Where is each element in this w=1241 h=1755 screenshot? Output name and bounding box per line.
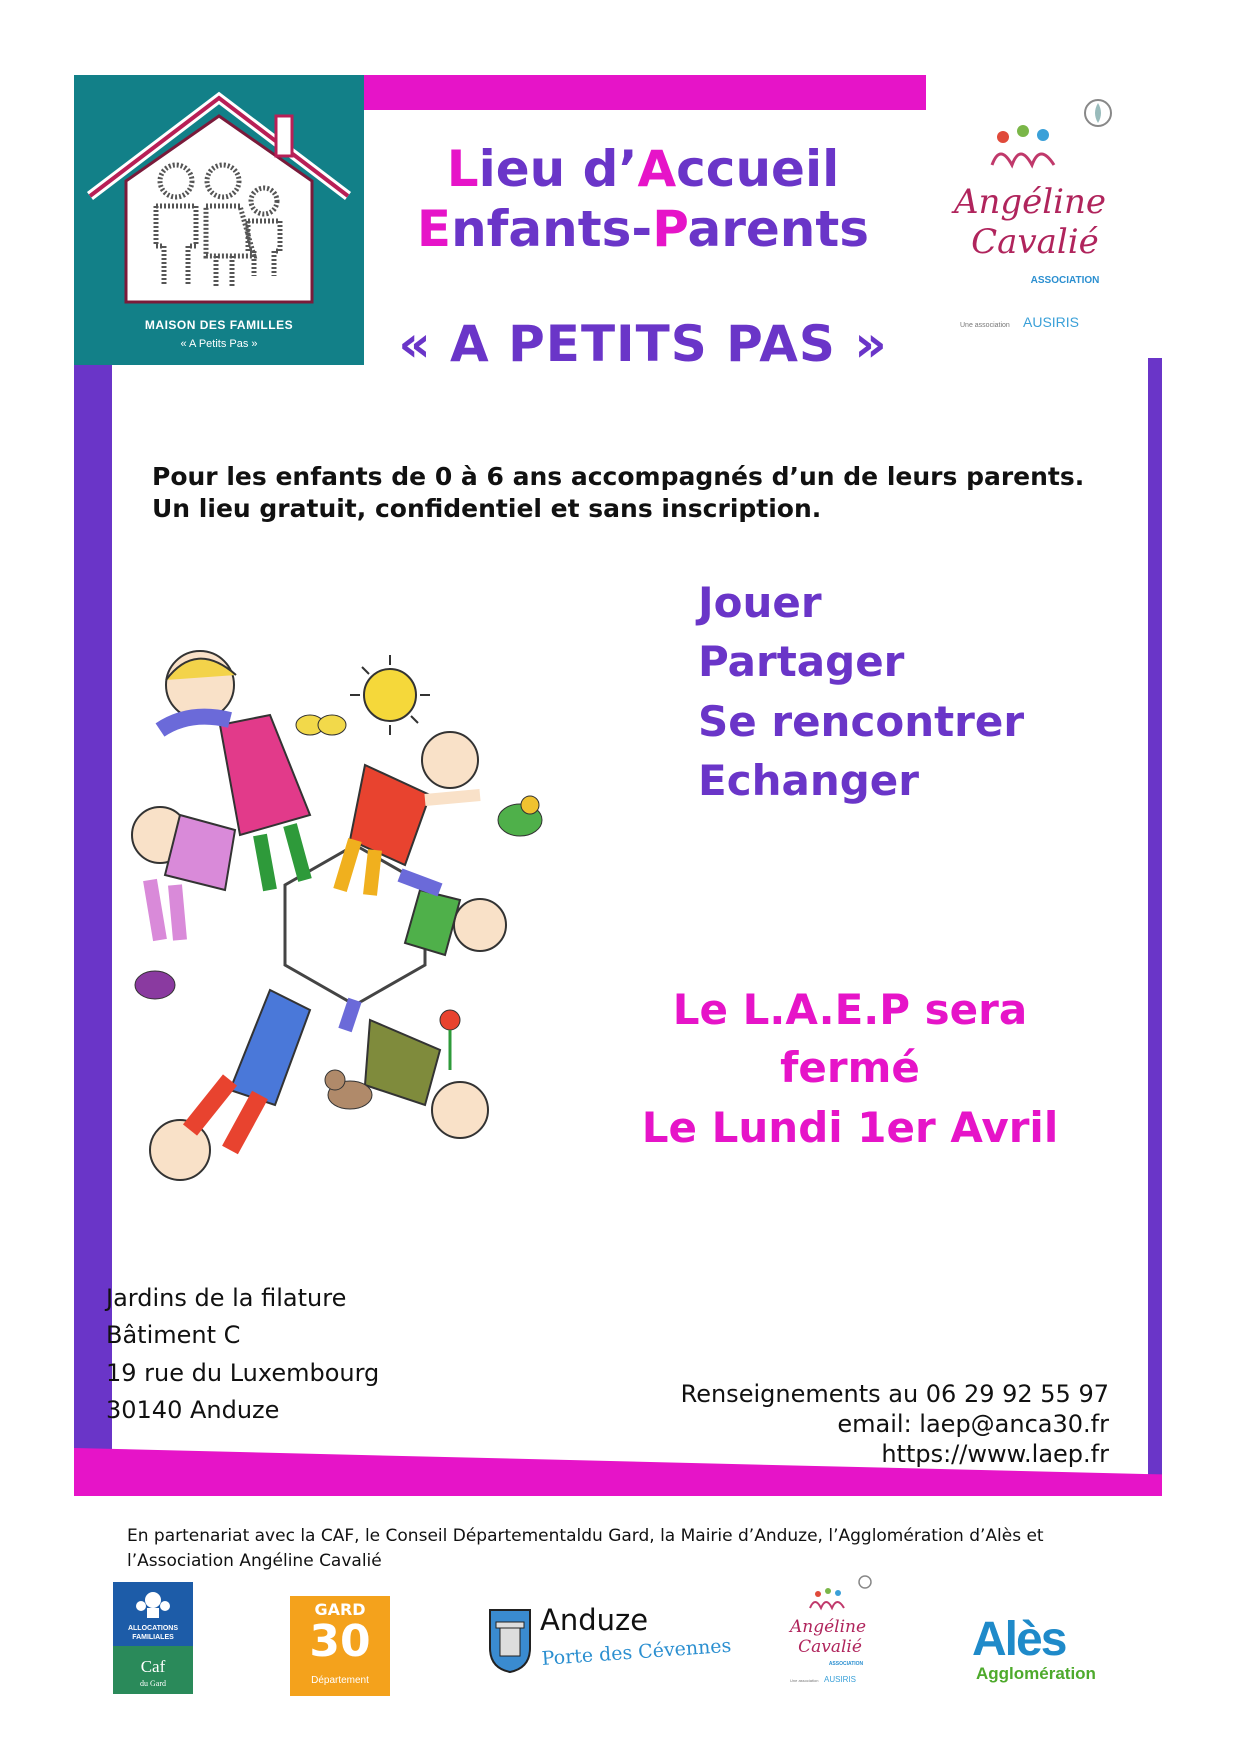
activity-item: Partager — [698, 637, 905, 686]
caf-sub: du Gard — [140, 1679, 166, 1688]
assoc-small-name-2: Cavalié — [798, 1637, 862, 1657]
contact-email[interactable]: email: laep@anca30.fr — [837, 1410, 1109, 1438]
caf-logo — [113, 1582, 193, 1694]
title-text-1a: ieu d’ — [478, 140, 638, 198]
caf-name: Caf — [140, 1657, 166, 1676]
contact-website[interactable]: https://www.laep.fr — [881, 1440, 1109, 1468]
logo-subtitle: « A Petits Pas » — [180, 338, 258, 350]
activity-item: Echanger — [698, 756, 919, 805]
anduze-logo-subtitle: Porte des Cévennes — [541, 1634, 732, 1670]
bird-icon — [498, 796, 542, 836]
contact-phone: Renseignements au 06 29 92 55 97 — [680, 1380, 1109, 1408]
logo-title: MAISON DES FAMILLES — [144, 318, 294, 332]
top-accent-bar — [364, 75, 926, 110]
children-circle-drawing — [120, 640, 590, 1240]
intro-line-1: Pour les enfants de 0 à 6 ans accompagnés d’un de leurs parents. — [152, 462, 1085, 491]
activity-item: Jouer — [698, 578, 822, 627]
ales-logo-subtitle: Agglomération — [976, 1664, 1096, 1683]
sun-icon — [350, 655, 430, 735]
anduze-shield-icon — [488, 1608, 532, 1674]
address-line: 19 rue du Luxembourg — [106, 1359, 380, 1387]
ales-logo-word: Alès — [972, 1613, 1066, 1666]
address-line: Bâtiment C — [106, 1321, 241, 1349]
address-line: 30140 Anduze — [106, 1396, 280, 1424]
gard-logo-number: 30 — [309, 1616, 371, 1667]
title-cap-l: L — [446, 140, 479, 198]
gard-logo-top: GARD — [314, 1600, 366, 1619]
assoc-small-tag: ASSOCIATION — [828, 1661, 864, 1667]
assoc-sub-prefix: Une association — [960, 322, 1010, 329]
bird-icon — [135, 971, 175, 999]
butterfly-icon — [296, 715, 346, 735]
assoc-small-sub-brand: AUSIRIS — [824, 1675, 857, 1684]
assoc-tag: ASSOCIATION — [1030, 275, 1100, 286]
title-line-1 — [343, 140, 943, 198]
title-text-1b: ccueil — [676, 140, 840, 198]
intro-line-2: Un lieu gratuit, confidentiel et sans inscription. — [152, 494, 822, 523]
activity-item: Se rencontrer — [698, 697, 1025, 746]
title-cap-a: A — [637, 140, 677, 198]
anduze-logo-name: Anduze — [540, 1603, 649, 1637]
caf-line-2: FAMILIALES — [132, 1634, 174, 1641]
partnership-line-1: En partenariat avec la CAF, le Conseil Départementaldu Gard, la Mairie d’Anduze, l’Agglomération d’Alès et — [127, 1526, 1044, 1546]
caf-line-1: ALLOCATIONS — [127, 1625, 179, 1632]
assoc-name-1: Angéline — [953, 182, 1107, 222]
closure-notice-line-2: fermé — [780, 1043, 920, 1092]
assoc-sub-brand: AUSIRIS — [1023, 314, 1080, 330]
title-text-2b: arents — [687, 200, 870, 258]
closure-notice-line-3: Le Lundi 1er Avril — [641, 1103, 1059, 1152]
title-cap-p: P — [652, 200, 688, 258]
assoc-name-2: Cavalié — [971, 222, 1099, 262]
assoc-small-sub-prefix: Une association — [790, 1678, 819, 1683]
title-line-2 — [343, 200, 943, 258]
gard-logo-bottom: Département — [311, 1675, 369, 1686]
partnership-line-2: l’Association Angéline Cavalié — [127, 1551, 382, 1571]
flower-icon — [440, 1010, 460, 1070]
assoc-small-name-1: Angéline — [789, 1617, 867, 1637]
right-accent-bar — [1148, 358, 1162, 1496]
house-family-icon — [86, 86, 352, 310]
program-name: « A PETITS PAS » — [398, 315, 888, 373]
address-line: Jardins de la filature — [106, 1284, 347, 1312]
title-text-2a: nfants- — [451, 200, 653, 258]
angeline-cavalie-logo-small — [780, 1572, 880, 1692]
closure-notice-line-1: Le L.A.E.P sera — [672, 985, 1028, 1034]
angeline-cavalie-logo — [940, 95, 1120, 345]
title-cap-e: E — [416, 200, 452, 258]
